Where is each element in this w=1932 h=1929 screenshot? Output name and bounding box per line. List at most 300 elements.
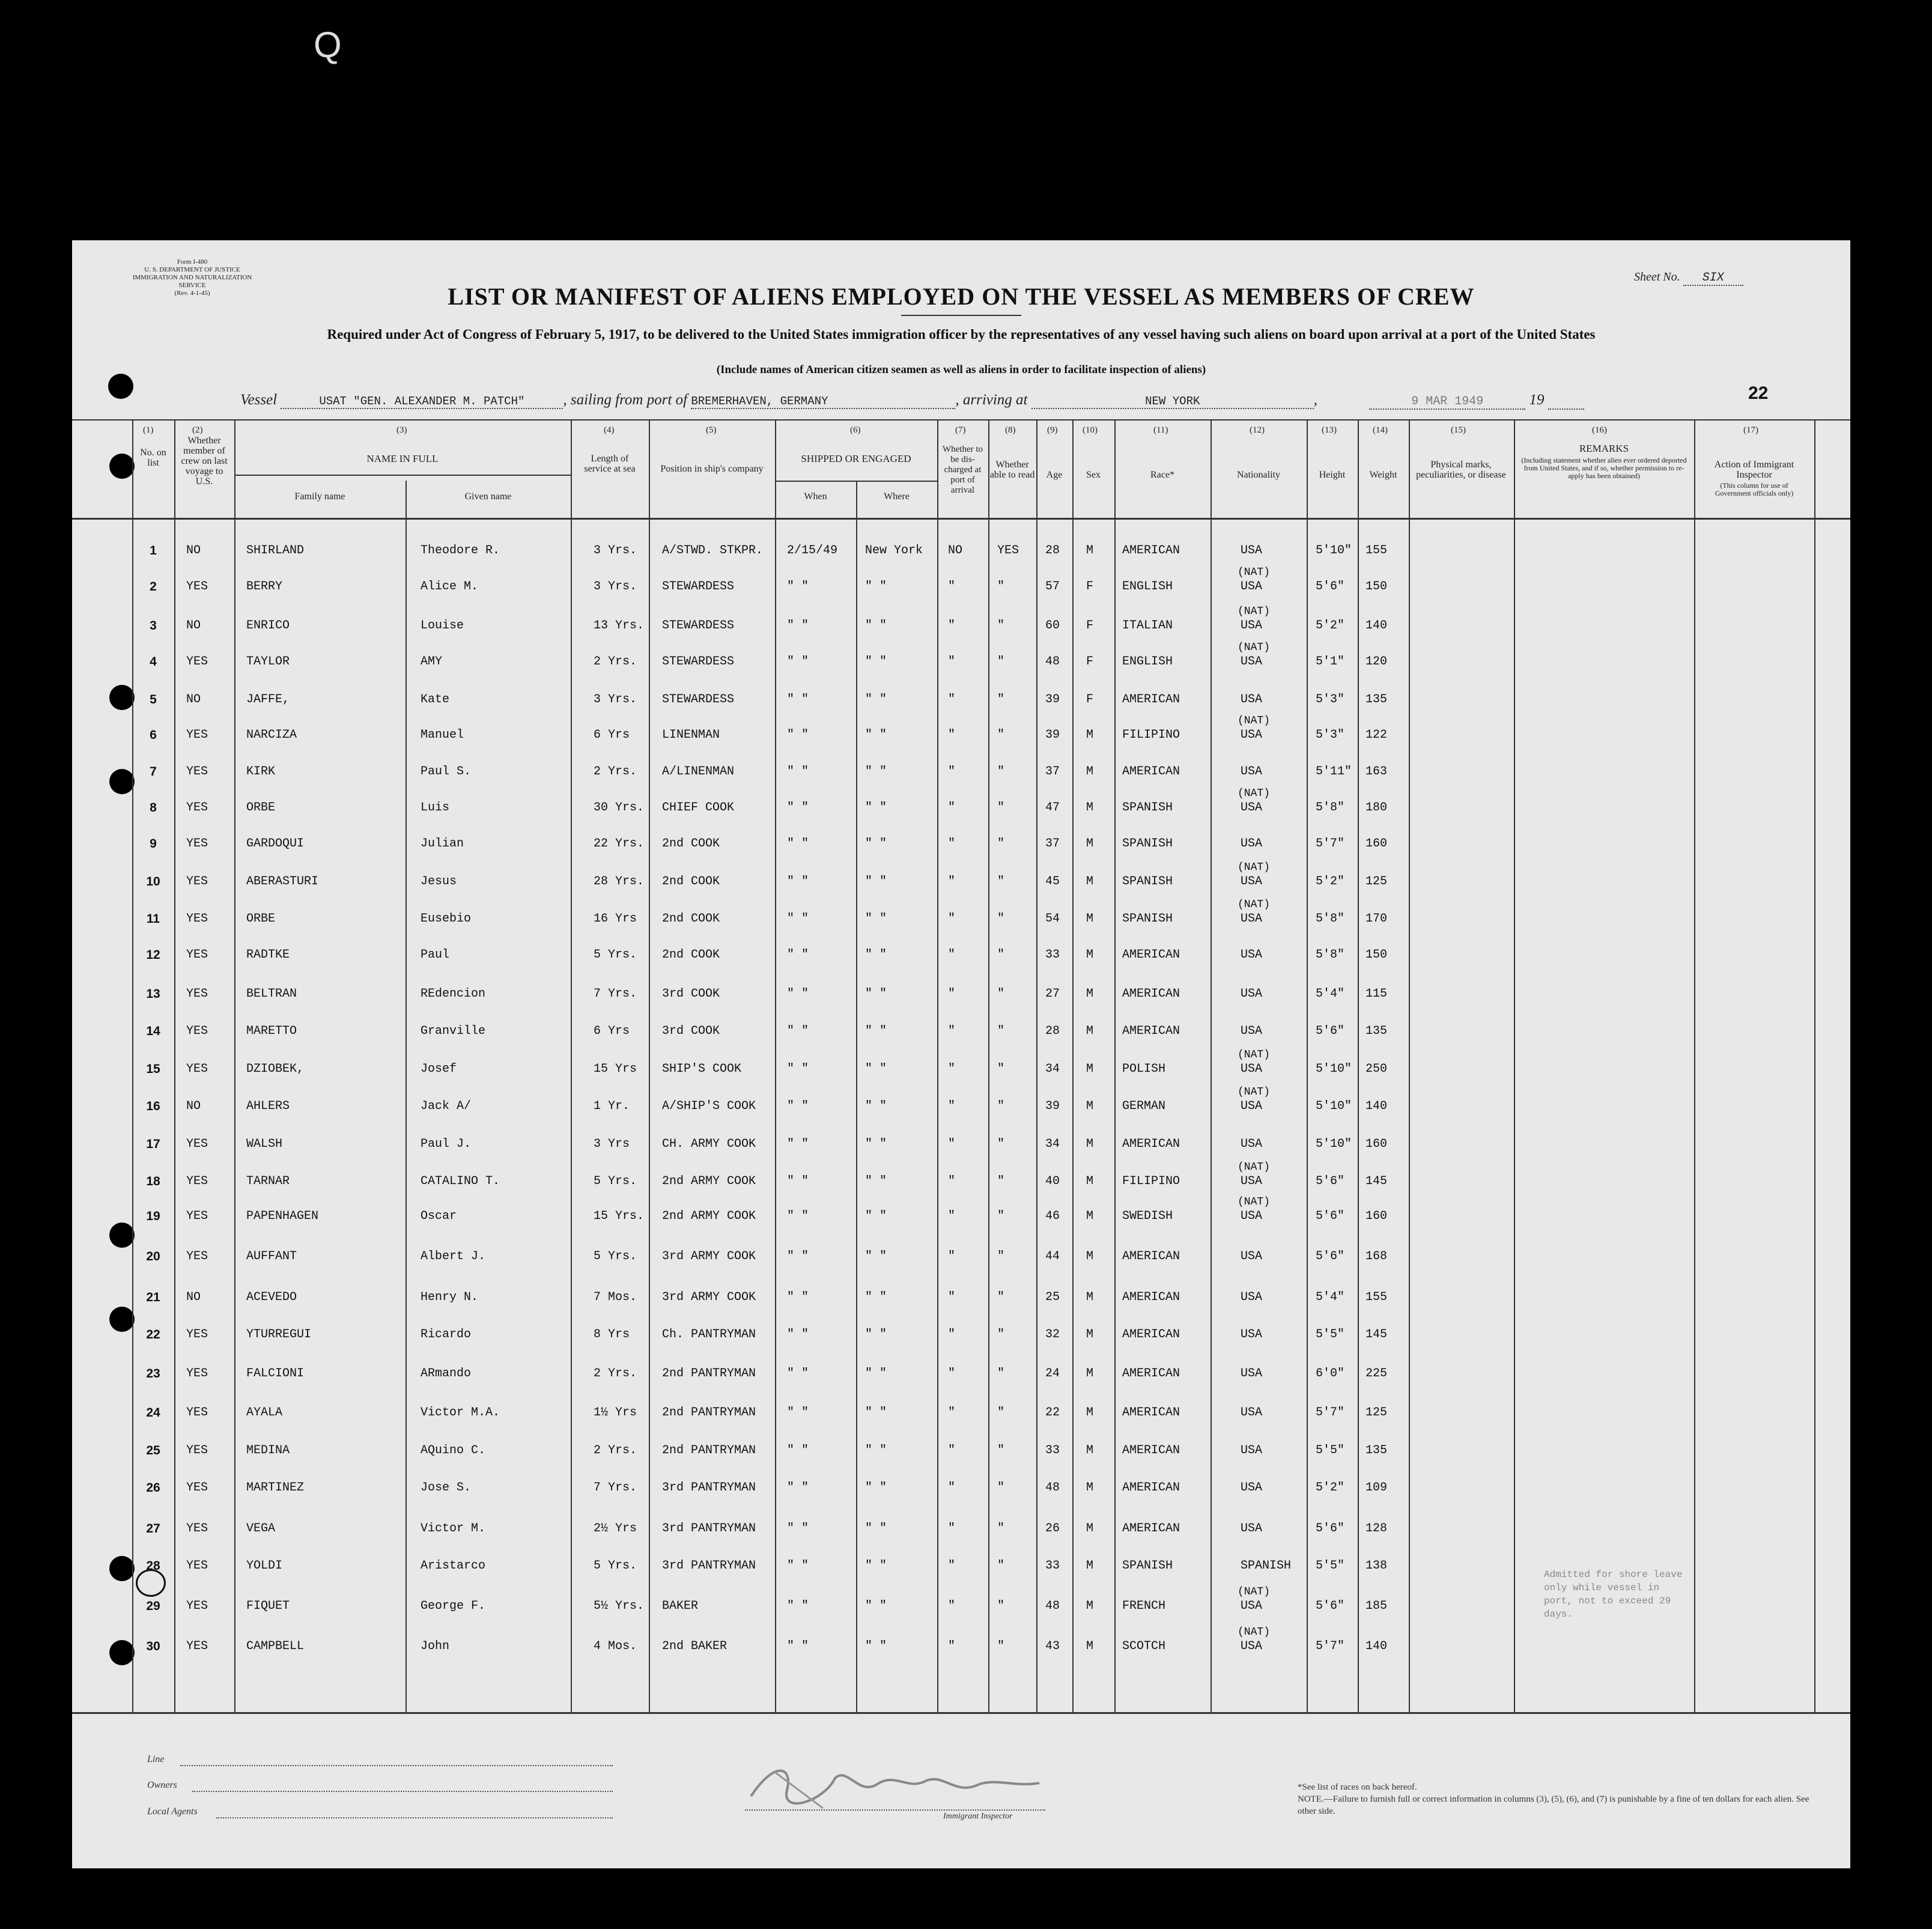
cell-discharged: " bbox=[948, 1367, 956, 1381]
cell-age: 48 bbox=[1045, 1599, 1060, 1613]
cell-family-name: JAFFE, bbox=[246, 693, 290, 706]
cell-family-name: MEDINA bbox=[246, 1444, 290, 1457]
cell-position: 2nd ARMY COOK bbox=[662, 1209, 756, 1223]
cell-nationality-prefix: (NAT) bbox=[1238, 1086, 1271, 1098]
page-title: LIST OR MANIFEST OF ALIENS EMPLOYED ON THE VESSEL AS MEMBERS OF CREW bbox=[448, 283, 1475, 310]
cell-sex: M bbox=[1086, 1406, 1094, 1420]
cell-height: 5'11" bbox=[1316, 765, 1352, 779]
cell-discharged: " bbox=[948, 1599, 956, 1613]
cell-weight: 160 bbox=[1365, 1209, 1388, 1223]
vessel-name: USAT "GEN. ALEXANDER M. PATCH" bbox=[281, 395, 563, 409]
cell-height: 5'6" bbox=[1316, 1522, 1345, 1536]
form-revision: (Rev. 4-1-45) bbox=[174, 290, 210, 297]
col-rule bbox=[1114, 421, 1116, 1712]
cell-nationality: USA bbox=[1241, 1137, 1263, 1151]
cell-nationality-prefix: (NAT) bbox=[1238, 788, 1271, 800]
cell-sex: M bbox=[1086, 765, 1094, 779]
cell-family-name: KIRK bbox=[246, 765, 276, 779]
cell-nationality: USA bbox=[1241, 987, 1263, 1001]
cell-member: YES bbox=[186, 1062, 208, 1076]
cell-when: " " bbox=[787, 1174, 809, 1188]
cell-family-name: ORBE bbox=[246, 912, 276, 926]
col-rule bbox=[1814, 421, 1815, 1712]
cell-given-name: George F. bbox=[421, 1599, 486, 1613]
cell-member: YES bbox=[186, 1599, 208, 1613]
header-given-name: Given name bbox=[464, 491, 512, 502]
cell-member: YES bbox=[186, 837, 208, 851]
cell-sex: M bbox=[1086, 1024, 1094, 1038]
cell-able-read: " bbox=[997, 619, 1005, 633]
header-member: Whether member of crew on last voyage to U.S. bbox=[181, 436, 228, 487]
cell-age: 26 bbox=[1045, 1522, 1060, 1536]
cell-sex: M bbox=[1086, 1062, 1094, 1076]
cell-given-name: Theodore R. bbox=[421, 544, 500, 557]
cell-nationality: USA bbox=[1241, 580, 1263, 594]
port-to: NEW YORK bbox=[1031, 395, 1314, 409]
cell-service: 15 Yrs bbox=[594, 1062, 637, 1076]
cell-able-read: " bbox=[997, 1406, 1005, 1420]
header-height: Height bbox=[1319, 470, 1346, 480]
cell-service: 2 Yrs. bbox=[594, 1444, 637, 1457]
cell-nationality: USA bbox=[1241, 1024, 1263, 1038]
cell-position: LINENMAN bbox=[662, 728, 720, 742]
row-number: 25 bbox=[146, 1444, 160, 1457]
cell-race: AMERICAN bbox=[1122, 1024, 1180, 1038]
cell-when: " " bbox=[787, 1328, 809, 1341]
row-number: 7 bbox=[150, 765, 157, 779]
cell-race: AMERICAN bbox=[1122, 693, 1180, 706]
cell-where: " " bbox=[865, 987, 887, 1001]
header-bottom-rule bbox=[72, 518, 1850, 520]
col-rule bbox=[174, 421, 175, 1712]
cell-weight: 138 bbox=[1365, 1559, 1388, 1573]
cell-member: YES bbox=[186, 1250, 208, 1263]
cell-family-name: GARDOQUI bbox=[246, 837, 305, 851]
cell-race: AMERICAN bbox=[1122, 1250, 1180, 1263]
cell-member: YES bbox=[186, 1481, 208, 1495]
col-rule bbox=[1307, 421, 1308, 1712]
vessel-label: Vessel bbox=[240, 392, 278, 408]
cell-race: SPANISH bbox=[1122, 801, 1173, 815]
cell-nationality: USA bbox=[1241, 912, 1263, 926]
cell-when: " " bbox=[787, 1406, 809, 1420]
cell-nationality-prefix: (NAT) bbox=[1238, 1049, 1271, 1061]
cell-sex: M bbox=[1086, 1099, 1094, 1113]
cell-age: 40 bbox=[1045, 1174, 1060, 1188]
cell-given-name: Henry N. bbox=[421, 1290, 479, 1304]
cell-discharged: " bbox=[948, 1250, 956, 1263]
cell-given-name: John bbox=[421, 1639, 450, 1653]
cell-discharged: " bbox=[948, 801, 956, 815]
col-rule bbox=[1514, 421, 1515, 1712]
cell-member: YES bbox=[186, 1367, 208, 1381]
cell-member: YES bbox=[186, 1137, 208, 1151]
cell-family-name: AUFFANT bbox=[246, 1250, 297, 1263]
cell-height: 5'4" bbox=[1316, 1290, 1345, 1304]
cell-discharged: NO bbox=[948, 544, 963, 557]
form-service: IMMIGRATION AND NATURALIZATION SERVICE bbox=[132, 274, 252, 289]
inspector-signature bbox=[739, 1754, 1051, 1814]
include-note: (Include names of American citizen seamen as well as aliens in order to facilitate inspection of aliens) bbox=[716, 363, 1206, 376]
cell-given-name: Jack A/ bbox=[421, 1099, 472, 1113]
cell-family-name: ORBE bbox=[246, 801, 276, 815]
row-number: 20 bbox=[146, 1250, 160, 1263]
cell-when: 2/15/49 bbox=[787, 544, 838, 557]
cell-position: SHIP'S COOK bbox=[662, 1062, 742, 1076]
cell-able-read: " bbox=[997, 948, 1005, 962]
cell-height: 5'3" bbox=[1316, 728, 1345, 742]
header-weight: Weight bbox=[1369, 470, 1397, 480]
cell-nationality-prefix: (NAT) bbox=[1238, 899, 1271, 911]
cell-race: SPANISH bbox=[1122, 875, 1173, 889]
header-race: Race* bbox=[1150, 470, 1174, 480]
cell-weight: 180 bbox=[1365, 801, 1388, 815]
cell-age: 46 bbox=[1045, 1209, 1060, 1223]
cell-weight: 185 bbox=[1365, 1599, 1388, 1613]
cell-discharged: " bbox=[948, 948, 956, 962]
col-num: (15) bbox=[1451, 425, 1466, 435]
row-number: 24 bbox=[146, 1406, 160, 1420]
cell-weight: 140 bbox=[1365, 619, 1388, 633]
cell-height: 5'7" bbox=[1316, 1639, 1345, 1653]
cell-able-read: " bbox=[997, 1444, 1005, 1457]
row-number: 22 bbox=[146, 1328, 160, 1341]
cell-height: 5'7" bbox=[1316, 837, 1345, 851]
cell-service: 2 Yrs. bbox=[594, 1367, 637, 1381]
punch-hole bbox=[109, 1223, 135, 1248]
row-number: 11 bbox=[146, 912, 160, 926]
cell-race: AMERICAN bbox=[1122, 1444, 1180, 1457]
cell-family-name: VEGA bbox=[246, 1522, 276, 1536]
cell-when: " " bbox=[787, 693, 809, 706]
cell-family-name: FALCIONI bbox=[246, 1367, 305, 1381]
cell-family-name: AYALA bbox=[246, 1406, 283, 1420]
cell-age: 27 bbox=[1045, 987, 1060, 1001]
cell-where: " " bbox=[865, 1559, 887, 1573]
cell-family-name: NARCIZA bbox=[246, 728, 297, 742]
cell-age: 28 bbox=[1045, 544, 1060, 557]
row-number: 14 bbox=[146, 1024, 160, 1038]
cell-sex: M bbox=[1086, 948, 1094, 962]
cell-sex: M bbox=[1086, 837, 1094, 851]
row-number: 6 bbox=[150, 728, 157, 742]
cell-able-read: " bbox=[997, 912, 1005, 926]
cell-height: 5'8" bbox=[1316, 912, 1345, 926]
cell-discharged: " bbox=[948, 987, 956, 1001]
cell-age: 48 bbox=[1045, 655, 1060, 669]
cell-given-name: Luis bbox=[421, 801, 450, 815]
cell-service: 15 Yrs. bbox=[594, 1209, 645, 1223]
cell-race: AMERICAN bbox=[1122, 1522, 1180, 1536]
cell-nationality: USA bbox=[1241, 1639, 1263, 1653]
arriving-label: , arriving at bbox=[955, 392, 1028, 408]
cell-position: A/STWD. STKPR. bbox=[662, 544, 764, 557]
cell-family-name: MARTINEZ bbox=[246, 1481, 305, 1495]
cell-able-read: " bbox=[997, 987, 1005, 1001]
cell-given-name: AQuino C. bbox=[421, 1444, 486, 1457]
cell-nationality: USA bbox=[1241, 655, 1263, 669]
cell-when: " " bbox=[787, 619, 809, 633]
cell-when: " " bbox=[787, 1367, 809, 1381]
cell-when: " " bbox=[787, 765, 809, 779]
punch-hole bbox=[108, 374, 133, 399]
cell-member: NO bbox=[186, 1099, 201, 1113]
cell-age: 39 bbox=[1045, 728, 1060, 742]
cell-weight: 155 bbox=[1365, 544, 1388, 557]
cell-race: ENGLISH bbox=[1122, 655, 1173, 669]
cell-given-name: Manuel bbox=[421, 728, 464, 742]
row-number: 16 bbox=[146, 1099, 160, 1113]
cell-sex: M bbox=[1086, 801, 1094, 815]
cell-sex: F bbox=[1086, 655, 1094, 669]
row-number: 5 bbox=[150, 693, 157, 706]
cell-weight: 145 bbox=[1365, 1174, 1388, 1188]
cell-age: 33 bbox=[1045, 1444, 1060, 1457]
inspector-line bbox=[745, 1809, 1045, 1811]
header-discharged: Whether to be dis-charged at port of arrival bbox=[942, 445, 983, 495]
cell-nationality-prefix: (NAT) bbox=[1238, 1196, 1271, 1208]
cell-discharged: " bbox=[948, 1099, 956, 1113]
cell-height: 5'6" bbox=[1316, 1599, 1345, 1613]
cell-family-name: MARETTO bbox=[246, 1024, 297, 1038]
cell-position: STEWARDESS bbox=[662, 619, 735, 633]
cell-when: " " bbox=[787, 912, 809, 926]
remark-row-28: Admitted for shore leave only while vessel in port, not to exceed 29 days. bbox=[1544, 1569, 1683, 1620]
cell-position: Ch. PANTRYMAN bbox=[662, 1328, 756, 1341]
cell-age: 44 bbox=[1045, 1250, 1060, 1263]
cell-height: 5'10" bbox=[1316, 544, 1352, 557]
col-num: (2) bbox=[192, 425, 203, 435]
header-able-read: Whether able to read bbox=[989, 460, 1035, 480]
cell-family-name: ENRICO bbox=[246, 619, 290, 633]
cell-nationality: USA bbox=[1241, 801, 1263, 815]
row-number: 8 bbox=[150, 801, 157, 815]
cell-race: AMERICAN bbox=[1122, 1367, 1180, 1381]
cell-where: " " bbox=[865, 1522, 887, 1536]
cell-position: 2nd ARMY COOK bbox=[662, 1174, 756, 1188]
cell-sex: M bbox=[1086, 875, 1094, 889]
col-rule bbox=[571, 421, 572, 1712]
cell-weight: 109 bbox=[1365, 1481, 1388, 1495]
cell-age: 34 bbox=[1045, 1137, 1060, 1151]
cell-member: YES bbox=[186, 948, 208, 962]
cell-where: " " bbox=[865, 1062, 887, 1076]
footer-notes bbox=[1298, 1781, 1814, 1817]
cell-sex: M bbox=[1086, 1209, 1094, 1223]
cell-nationality: USA bbox=[1241, 948, 1263, 962]
cell-given-name: Alice M. bbox=[421, 580, 479, 594]
punch-hole bbox=[109, 1556, 135, 1581]
cell-where: " " bbox=[865, 765, 887, 779]
cell-nationality-prefix: (NAT) bbox=[1238, 1161, 1271, 1173]
cell-height: 5'6" bbox=[1316, 1174, 1345, 1188]
cell-member: YES bbox=[186, 580, 208, 594]
col-rule bbox=[937, 421, 938, 1712]
cell-family-name: AHLERS bbox=[246, 1099, 290, 1113]
subheader-rule-name bbox=[234, 475, 571, 476]
col-num: (5) bbox=[706, 425, 717, 435]
cell-when: " " bbox=[787, 837, 809, 851]
cell-discharged: " bbox=[948, 912, 956, 926]
cell-nationality: USA bbox=[1241, 1522, 1263, 1536]
cell-discharged: " bbox=[948, 619, 956, 633]
cell-race: AMERICAN bbox=[1122, 1137, 1180, 1151]
cell-when: " " bbox=[787, 580, 809, 594]
cell-able-read: " bbox=[997, 1137, 1005, 1151]
header-length-service: Length of service at sea bbox=[584, 454, 636, 474]
col-rule bbox=[1036, 421, 1037, 1712]
cell-when: " " bbox=[787, 948, 809, 962]
cell-where: " " bbox=[865, 1290, 887, 1304]
cell-discharged: " bbox=[948, 693, 956, 706]
cell-sex: M bbox=[1086, 544, 1094, 557]
cell-given-name: Albert J. bbox=[421, 1250, 486, 1263]
cell-family-name: YTURREGUI bbox=[246, 1328, 312, 1341]
cell-sex: F bbox=[1086, 580, 1094, 594]
cell-height: 5'2" bbox=[1316, 619, 1345, 633]
cell-discharged: " bbox=[948, 728, 956, 742]
cell-weight: 135 bbox=[1365, 1024, 1388, 1038]
cell-race: AMERICAN bbox=[1122, 1406, 1180, 1420]
cell-discharged: " bbox=[948, 655, 956, 669]
cell-race: AMERICAN bbox=[1122, 987, 1180, 1001]
cell-family-name: WALSH bbox=[246, 1137, 283, 1151]
cell-when: " " bbox=[787, 1024, 809, 1038]
col-rule bbox=[1358, 421, 1359, 1712]
row-number: 12 bbox=[146, 948, 160, 962]
col-num: (7) bbox=[955, 425, 966, 435]
col-rule bbox=[775, 421, 776, 1712]
cell-position: 3rd COOK bbox=[662, 1024, 720, 1038]
cell-height: 5'5" bbox=[1316, 1559, 1345, 1573]
cell-age: 45 bbox=[1045, 875, 1060, 889]
footer-line-label: Line bbox=[147, 1754, 165, 1764]
year-blank bbox=[1548, 392, 1584, 410]
cell-age: 33 bbox=[1045, 1559, 1060, 1573]
col-num: (16) bbox=[1592, 425, 1607, 435]
row-number: 13 bbox=[146, 987, 160, 1001]
cell-service: 7 Yrs. bbox=[594, 1481, 637, 1495]
cell-able-read: " bbox=[997, 1367, 1005, 1381]
cell-given-name: ARmando bbox=[421, 1367, 472, 1381]
cell-when: " " bbox=[787, 1099, 809, 1113]
row-number: 26 bbox=[146, 1481, 160, 1495]
cell-weight: 145 bbox=[1365, 1328, 1388, 1341]
row-number: 3 bbox=[150, 619, 157, 633]
cell-sex: M bbox=[1086, 1250, 1094, 1263]
cell-age: 33 bbox=[1045, 948, 1060, 962]
cell-nationality: USA bbox=[1241, 693, 1263, 706]
footer-line-rule bbox=[180, 1765, 613, 1766]
table-bottom-rule bbox=[72, 1712, 1850, 1714]
col-rule bbox=[1409, 421, 1410, 1712]
cell-where: " " bbox=[865, 1328, 887, 1341]
cell-height: 5'7" bbox=[1316, 1406, 1345, 1420]
cell-service: 16 Yrs bbox=[594, 912, 637, 926]
cell-when: " " bbox=[787, 1522, 809, 1536]
cell-able-read: " bbox=[997, 1209, 1005, 1223]
cell-family-name: YOLDI bbox=[246, 1559, 283, 1573]
cell-age: 28 bbox=[1045, 1024, 1060, 1038]
cell-where: " " bbox=[865, 837, 887, 851]
cell-nationality: USA bbox=[1241, 1099, 1263, 1113]
col-rule bbox=[234, 421, 235, 1712]
cell-height: 5'4" bbox=[1316, 987, 1345, 1001]
port-from: BREMERHAVEN, GERMANY bbox=[691, 395, 955, 409]
cell-position: 3rd PANTRYMAN bbox=[662, 1481, 756, 1495]
cell-discharged: " bbox=[948, 1290, 956, 1304]
cell-service: 1½ Yrs bbox=[594, 1406, 637, 1420]
cell-nationality: USA bbox=[1241, 1444, 1263, 1457]
cell-given-name: Victor M. bbox=[421, 1522, 486, 1536]
cell-service: 3 Yrs. bbox=[594, 693, 637, 706]
cell-sex: M bbox=[1086, 1639, 1094, 1653]
cell-weight: 125 bbox=[1365, 875, 1388, 889]
cell-height: 5'6" bbox=[1316, 1250, 1345, 1263]
cell-given-name: AMY bbox=[421, 655, 443, 669]
cell-nationality: USA bbox=[1241, 1174, 1263, 1188]
cell-member: YES bbox=[186, 987, 208, 1001]
cell-sex: M bbox=[1086, 1481, 1094, 1495]
cell-position: 2nd COOK bbox=[662, 912, 720, 926]
cell-nationality: USA bbox=[1241, 1599, 1263, 1613]
cell-member: YES bbox=[186, 1328, 208, 1341]
cell-when: " " bbox=[787, 875, 809, 889]
header-age: Age bbox=[1046, 470, 1063, 480]
cell-position: STEWARDESS bbox=[662, 580, 735, 594]
footer-agents-label: Local Agents bbox=[147, 1806, 198, 1817]
header-physical: Physical marks, peculiarities, or disease bbox=[1416, 460, 1506, 480]
cell-sex: F bbox=[1086, 693, 1094, 706]
cell-when: " " bbox=[787, 1599, 809, 1613]
header-no-on-list: No. on list bbox=[140, 448, 166, 468]
cell-discharged: " bbox=[948, 580, 956, 594]
cell-position: 3rd PANTRYMAN bbox=[662, 1522, 756, 1536]
col-rule bbox=[406, 481, 407, 1712]
row-number: 28 bbox=[146, 1559, 160, 1573]
cell-discharged: " bbox=[948, 1481, 956, 1495]
cell-when: " " bbox=[787, 1209, 809, 1223]
col-num: (1) bbox=[143, 425, 154, 435]
cell-age: 54 bbox=[1045, 912, 1060, 926]
circled-entry-mark bbox=[136, 1569, 166, 1597]
cell-service: 30 Yrs. bbox=[594, 801, 645, 815]
row-number: 21 bbox=[146, 1290, 160, 1304]
row-number: 19 bbox=[146, 1209, 160, 1223]
corner-mark: Q bbox=[314, 25, 342, 65]
cell-member: YES bbox=[186, 1406, 208, 1420]
cell-given-name: Kate bbox=[421, 693, 450, 706]
cell-sex: M bbox=[1086, 1174, 1094, 1188]
cell-service: 3 Yrs. bbox=[594, 544, 637, 557]
cell-position: STEWARDESS bbox=[662, 693, 735, 706]
cell-discharged: " bbox=[948, 1328, 956, 1341]
header-remarks: REMARKS bbox=[1579, 443, 1629, 454]
cell-where: " " bbox=[865, 1024, 887, 1038]
cell-family-name: BELTRAN bbox=[246, 987, 297, 1001]
cell-weight: 150 bbox=[1365, 948, 1388, 962]
cell-member: YES bbox=[186, 1174, 208, 1188]
cell-where: " " bbox=[865, 1099, 887, 1113]
cell-weight: 160 bbox=[1365, 837, 1388, 851]
cell-nationality-prefix: (NAT) bbox=[1238, 567, 1271, 579]
cell-position: 2nd COOK bbox=[662, 948, 720, 962]
cell-nationality-prefix: (NAT) bbox=[1238, 715, 1271, 727]
cell-member: YES bbox=[186, 1639, 208, 1653]
cell-height: 5'5" bbox=[1316, 1328, 1345, 1341]
cell-service: 1 Yr. bbox=[594, 1099, 630, 1113]
cell-able-read: " bbox=[997, 765, 1005, 779]
